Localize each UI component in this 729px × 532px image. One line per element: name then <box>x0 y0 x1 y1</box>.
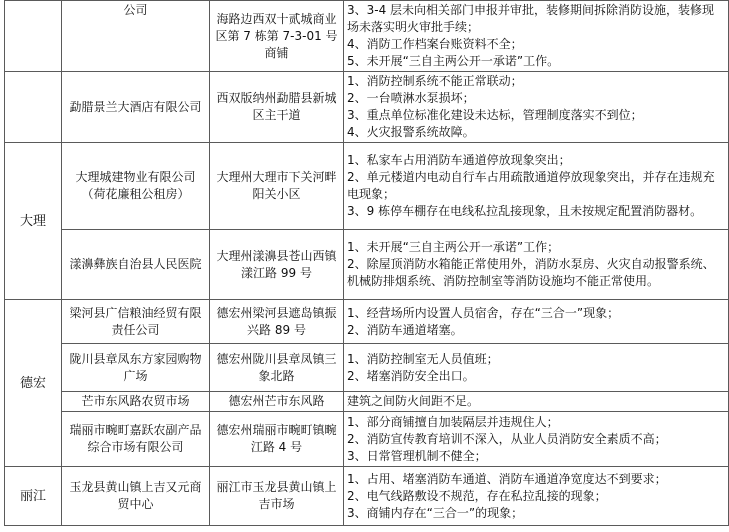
unit-name-cell: 梁河县广信粮油经贸有限责任公司 <box>62 300 210 344</box>
table-row <box>5 467 729 526</box>
issue-item: 2、消防车通道堵塞。 <box>347 322 463 337</box>
table-row <box>5 143 729 230</box>
issues-cell <box>344 412 729 467</box>
address-cell: 德宏州梁河县遮岛镇振兴路 89 号 <box>210 300 344 344</box>
unit-name-cell: 瑞丽市畹町嘉跃农副产品综合市场有限公司 <box>62 412 210 467</box>
issue-item: 1、消防控制室无人员值班； <box>347 351 499 366</box>
issue-item: 5、未开展“三自主两公开一承诺”工作。 <box>347 54 560 68</box>
issue-item: 2、堵塞消防安全出口。 <box>347 368 475 383</box>
issue-item: 3、9 栋停车棚存在电线私拉乱接现象，且未按规定配置消防器材。 <box>347 204 703 218</box>
issue-item: 1、私家车占用消防车通道停放现象突出； <box>347 153 571 167</box>
issue-item: 2、除屋顶消防水箱能正常使用外，消防水泵房、火灾自动报警系统、机械防排烟系统、消防控制室等消防设施均不能正常使用。 <box>347 257 715 288</box>
issues-cell <box>344 143 729 230</box>
inspection-table <box>4 0 729 526</box>
issues-cell <box>344 300 729 344</box>
issue-item: 2、一台喷淋水泵损坏； <box>347 91 475 105</box>
issues-cell <box>344 392 729 412</box>
table-row <box>5 230 729 300</box>
table-row <box>5 412 729 467</box>
city-label: 大理 <box>19 213 46 229</box>
city-label: 德宏 <box>19 375 46 391</box>
table-row <box>5 300 729 344</box>
city-label: 丽江 <box>19 488 46 504</box>
address-cell: 丽江市玉龙县黄山镇上吉市场 <box>210 467 344 526</box>
unit-name-cell: 勐腊景兰大酒店有限公司 <box>62 72 210 143</box>
city-cell <box>5 467 62 526</box>
city-cell <box>5 1 62 72</box>
issue-item: 2、消防宣传教育培训不深入，从业人员消防安全素质不高； <box>347 431 667 446</box>
issue-item: 3、商铺内存在“三合一”的现象； <box>347 505 524 520</box>
issue-item: 4、消防工作档案台账资料不全； <box>347 37 523 51</box>
city-cell <box>5 72 62 143</box>
address-cell: 海路边西双十贰城商业区第 7 栋第 7-3-01 号商铺 <box>210 1 344 72</box>
issues-cell <box>344 467 729 526</box>
unit-name-cell: 陇川县章凤东方家园购物广场 <box>62 344 210 392</box>
issue-item: 3、3-4 层未向相关部门申报并审批，装修期间拆除消防设施，装修现场未落实明火审批手续； <box>347 3 715 34</box>
issue-item: 2、单元楼道内电动自行车占用疏散通道停放现象突出，并存在违规充电现象； <box>347 170 715 201</box>
issues-cell <box>344 344 729 392</box>
issues-cell <box>344 72 729 143</box>
table-row <box>5 1 729 72</box>
issue-item: 3、日常管理机制不健全； <box>347 448 487 463</box>
address-cell: 德宏州陇川县章凤镇三象北路 <box>210 344 344 392</box>
address-cell: 西双版纳州勐腊县新城区主干道 <box>210 72 344 143</box>
issue-item: 1、部分商铺擅自加装隔层并违规住人； <box>347 414 559 429</box>
city-cell <box>5 143 62 300</box>
issue-item: 1、未开展“三自主两公开一承诺”工作； <box>347 240 560 254</box>
address-cell: 德宏州瑞丽市畹町镇畹江路 4 号 <box>210 412 344 467</box>
unit-name-cell: 公司 <box>62 1 210 72</box>
city-cell <box>5 300 62 467</box>
issues-cell <box>344 230 729 300</box>
unit-name-cell: 芒市东风路农贸市场 <box>62 392 210 412</box>
address-cell: 大理州大理市下关河畔阳关小区 <box>210 143 344 230</box>
table-row <box>5 392 729 412</box>
unit-name-cell: 漾濞彝族自治县人民医院 <box>62 230 210 300</box>
address-cell: 大理州漾濞县苍山西镇漾江路 99 号 <box>210 230 344 300</box>
unit-name-cell: 玉龙县黄山镇上吉又元商贸中心 <box>62 467 210 526</box>
issue-item: 3、重点单位标准化建设未达标，管理制度落实不到位； <box>347 108 643 122</box>
issue-item: 1、消防控制系统不能正常联动； <box>347 74 523 88</box>
issue-item: 1、占用、堵塞消防车通道、消防车通道净宽度达不到要求； <box>347 471 667 486</box>
table-row <box>5 344 729 392</box>
issue-item: 4、火灾报警系统故障。 <box>347 125 475 139</box>
issue-item: 建筑之间防火间距不足。 <box>347 394 480 408</box>
address-cell: 德宏州芒市东风路 <box>210 392 344 412</box>
issue-item: 2、电气线路敷设不规范，存在私拉乱接的现象； <box>347 488 607 503</box>
issue-item: 1、经营场所内设置人员宿舍，存在“三合一”现象； <box>347 305 620 320</box>
table-row <box>5 72 729 143</box>
unit-name-cell: 大理城建物业有限公司（荷花廉租公租房） <box>62 143 210 230</box>
issues-cell <box>344 1 729 72</box>
